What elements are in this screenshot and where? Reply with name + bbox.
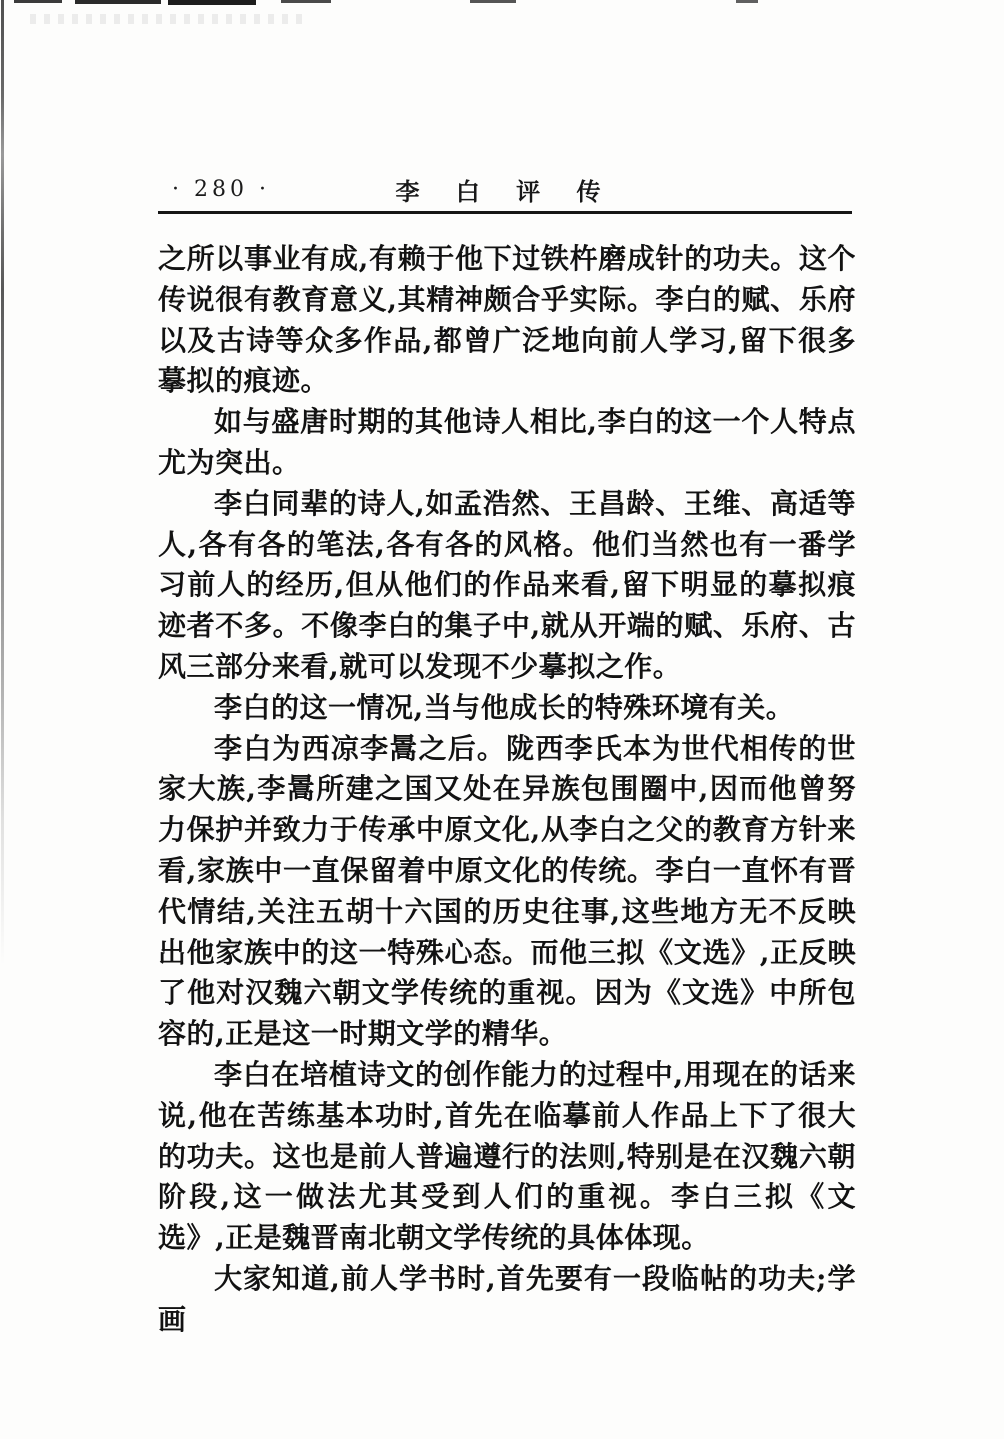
running-header: [158, 172, 852, 206]
book-title: 李 白 评 传: [395, 177, 615, 206]
scan-top-artifact: [75, 0, 161, 4]
paragraph: 李白为西凉李暠之后。陇西李氏本为世代相传的世家大族,李暠所建之国又处在异族包围圈中,因而他曾努力保护并致力于传承中原文化,从李白之父的教育方针来看,家族中一直保留着中原文化的传统。李白一直怀有晋代情结,关注五胡十六国的历史往事,这些地方无不反映出他家族中的这一特殊心态。而他三拟《文选》,正反映了他对汉魏六朝文学传统的重视。因为《文选》中所包容的,正是这一时期文学的精华。: [158, 731, 856, 1051]
paragraph: 李白同辈的诗人,如孟浩然、王昌龄、王维、高适等人,各有各的笔法,各有各的风格。他们当然也有一番学习前人的经历,但从他们的作品来看,留下明显的摹拟痕迹者不多。不像李白的集子中,就从开端的赋、乐府、古风三部分来看,就可以发现不少摹拟之作。: [158, 486, 856, 683]
scan-smudge-artifact: [30, 14, 310, 24]
scan-edge-artifact-left: [1, 0, 4, 965]
scan-top-artifact: [736, 0, 758, 3]
scan-top-artifact: [14, 0, 62, 3]
paragraph: 之所以事业有成,有赖于他下过铁杵磨成针的功夫。这个传说很有教育意义,其精神颇合乎实际。李白的赋、乐府以及古诗等众多作品,都曾广泛地向前人学习,留下很多摹拟的痕迹。: [158, 242, 856, 398]
paragraph: 李白的这一情况,当与他成长的特殊环境有关。: [214, 690, 795, 724]
paragraph: 李白在培植诗文的创作能力的过程中,用现在的话来说,他在苦练基本功时,首先在临摹前人作品上下了很大的功夫。这也是前人普遍遵行的法则,特别是在汉魏六朝阶段,这一做法尤其受到人们的重视。李白三拟《文选》,正是魏晋南北朝文学传统的具体体现。: [158, 1057, 856, 1255]
paragraph: 如与盛唐时期的其他诗人相比,李白的这一个人特点尤为突出。: [158, 405, 856, 479]
body-text: [158, 239, 856, 1341]
page-number: · 280 ·: [172, 177, 270, 202]
paragraph: 大家知道,前人学书时,首先要有一段临帖的功夫;学画: [158, 1261, 856, 1336]
header-rule: [158, 211, 852, 214]
scan-top-artifact: [470, 0, 516, 3]
scan-top-artifact: [281, 0, 331, 3]
scan-top-artifact: [168, 0, 256, 5]
